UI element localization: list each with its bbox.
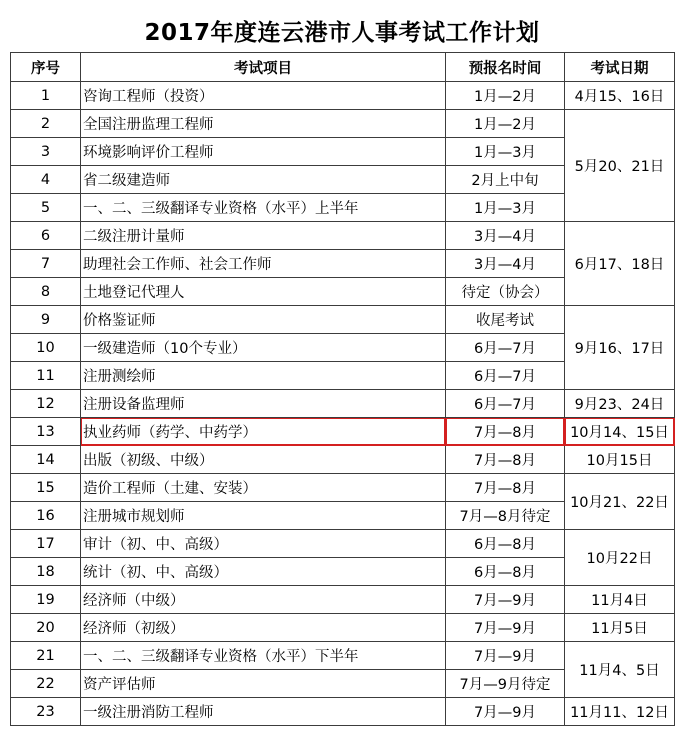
exam-item: 土地登记代理人 — [81, 278, 446, 306]
exam-date: 10月22日 — [565, 530, 675, 586]
row-number: 13 — [11, 418, 81, 446]
exam-date: 5月20、21日 — [565, 110, 675, 222]
row-number: 18 — [11, 558, 81, 586]
row-number: 23 — [11, 698, 81, 726]
exam-date: 10月21、22日 — [565, 474, 675, 530]
exam-item: 经济师（初级） — [81, 614, 446, 642]
row-number: 21 — [11, 642, 81, 670]
header-no: 序号 — [11, 53, 81, 82]
table-body — [11, 82, 675, 726]
row-number: 5 — [11, 194, 81, 222]
signup-time: 收尾考试 — [446, 306, 565, 334]
table-row — [11, 222, 675, 250]
table-row — [11, 642, 675, 670]
exam-date: 10月15日 — [565, 446, 675, 474]
table-header-row — [11, 53, 675, 82]
header-signup: 预报名时间 — [446, 53, 565, 82]
row-number: 12 — [11, 390, 81, 418]
table-row — [11, 82, 675, 110]
table-row — [11, 390, 675, 418]
signup-time: 7月—8月 — [446, 446, 565, 474]
table-row — [11, 698, 675, 726]
exam-schedule-table — [10, 52, 675, 726]
row-number: 3 — [11, 138, 81, 166]
exam-date: 9月16、17日 — [565, 306, 675, 390]
signup-time: 6月—7月 — [446, 362, 565, 390]
row-number: 22 — [11, 670, 81, 698]
exam-item: 资产评估师 — [81, 670, 446, 698]
table-row — [11, 418, 675, 446]
exam-item: 执业药师（药学、中药学） — [81, 418, 446, 446]
exam-item: 一、二、三级翻译专业资格（水平）下半年 — [81, 642, 446, 670]
exam-date: 9月23、24日 — [565, 390, 675, 418]
exam-item: 咨询工程师（投资） — [81, 82, 446, 110]
exam-item: 助理社会工作师、社会工作师 — [81, 250, 446, 278]
exam-item: 注册设备监理师 — [81, 390, 446, 418]
row-number: 9 — [11, 306, 81, 334]
table-row — [11, 586, 675, 614]
signup-time: 2月上中旬 — [446, 166, 565, 194]
row-number: 1 — [11, 82, 81, 110]
row-number: 7 — [11, 250, 81, 278]
page-title: 2017年度连云港市人事考试工作计划 — [144, 20, 540, 46]
signup-time: 7月—9月 — [446, 642, 565, 670]
row-number: 11 — [11, 362, 81, 390]
signup-time: 7月—9月待定 — [446, 670, 565, 698]
signup-time: 7月—8月待定 — [446, 502, 565, 530]
exam-item: 注册城市规划师 — [81, 502, 446, 530]
exam-item: 环境影响评价工程师 — [81, 138, 446, 166]
exam-item: 审计（初、中、高级） — [81, 530, 446, 558]
signup-time: 1月—3月 — [446, 138, 565, 166]
table-row — [11, 110, 675, 138]
table-row — [11, 306, 675, 334]
table-row — [11, 446, 675, 474]
row-number: 17 — [11, 530, 81, 558]
exam-item: 一级注册消防工程师 — [81, 698, 446, 726]
row-number: 4 — [11, 166, 81, 194]
exam-date: 11月4、5日 — [565, 642, 675, 698]
exam-item: 价格鉴证师 — [81, 306, 446, 334]
signup-time: 7月—9月 — [446, 586, 565, 614]
exam-item: 统计（初、中、高级） — [81, 558, 446, 586]
exam-date: 10月14、15日 — [565, 418, 675, 446]
signup-time: 7月—8月 — [446, 418, 565, 446]
row-number: 8 — [11, 278, 81, 306]
exam-item: 出版（初级、中级） — [81, 446, 446, 474]
exam-item: 全国注册监理工程师 — [81, 110, 446, 138]
exam-item: 注册测绘师 — [81, 362, 446, 390]
header-date: 考试日期 — [565, 53, 675, 82]
row-number: 14 — [11, 446, 81, 474]
exam-item: 一级建造师（10个专业） — [81, 334, 446, 362]
signup-time: 6月—8月 — [446, 530, 565, 558]
exam-date: 6月17、18日 — [565, 222, 675, 306]
signup-time: 7月—9月 — [446, 614, 565, 642]
row-number: 19 — [11, 586, 81, 614]
table-row — [11, 530, 675, 558]
exam-date: 4月15、16日 — [565, 82, 675, 110]
row-number: 16 — [11, 502, 81, 530]
table-row — [11, 474, 675, 502]
signup-time: 1月—2月 — [446, 82, 565, 110]
exam-item: 省二级建造师 — [81, 166, 446, 194]
table-row — [11, 614, 675, 642]
exam-item: 造价工程师（土建、安装） — [81, 474, 446, 502]
exam-date: 11月11、12日 — [565, 698, 675, 726]
signup-time: 6月—7月 — [446, 390, 565, 418]
exam-item: 二级注册计量师 — [81, 222, 446, 250]
exam-date: 11月4日 — [565, 586, 675, 614]
signup-time: 7月—8月 — [446, 474, 565, 502]
row-number: 20 — [11, 614, 81, 642]
signup-time: 3月—4月 — [446, 250, 565, 278]
header-item: 考试项目 — [81, 53, 446, 82]
signup-time: 1月—3月 — [446, 194, 565, 222]
signup-time: 6月—8月 — [446, 558, 565, 586]
exam-date: 11月5日 — [565, 614, 675, 642]
exam-item: 一、二、三级翻译专业资格（水平）上半年 — [81, 194, 446, 222]
signup-time: 1月—2月 — [446, 110, 565, 138]
row-number: 6 — [11, 222, 81, 250]
row-number: 15 — [11, 474, 81, 502]
signup-time: 3月—4月 — [446, 222, 565, 250]
row-number: 10 — [11, 334, 81, 362]
signup-time: 待定（协会） — [446, 278, 565, 306]
signup-time: 6月—7月 — [446, 334, 565, 362]
signup-time: 7月—9月 — [446, 698, 565, 726]
row-number: 2 — [11, 110, 81, 138]
exam-item: 经济师（中级） — [81, 586, 446, 614]
